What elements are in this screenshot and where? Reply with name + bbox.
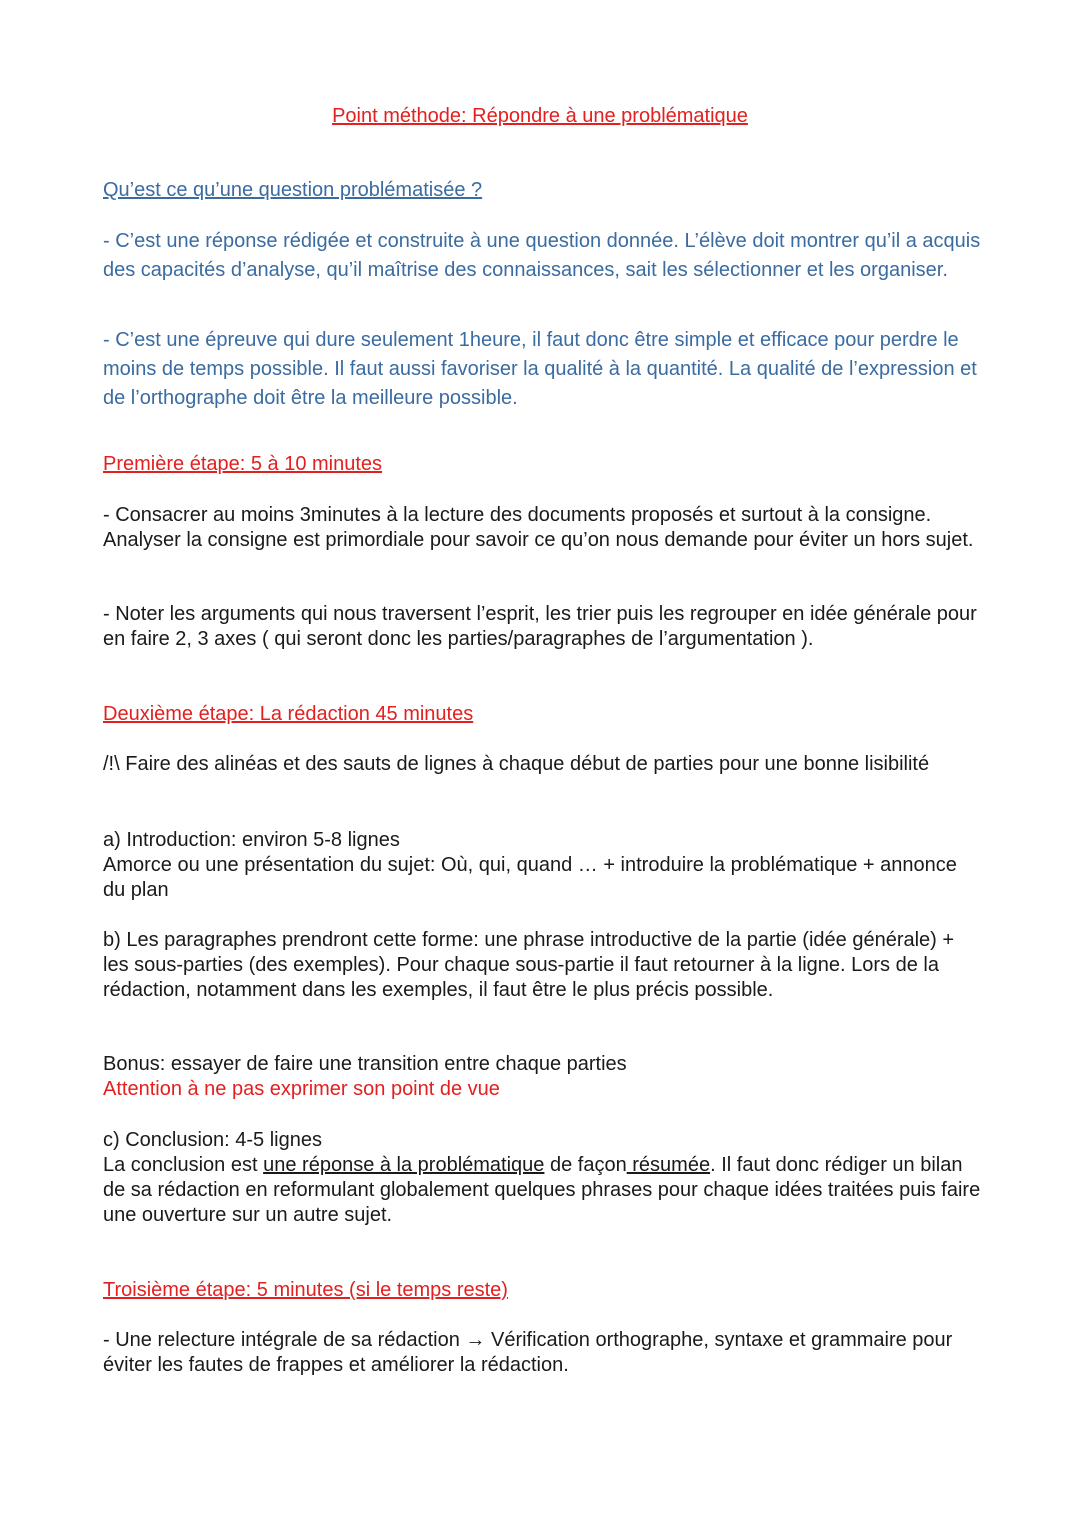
intro-block [103, 828, 983, 903]
step1-reading-paragraph: - Consacrer au moins 3minutes à la lecture des documents proposés et surtout à la consigne. Analyser la consigne est primordiale pour savoir ce qu’on nous demande pour éviter un hors sujet. [103, 504, 974, 551]
conclusion-text [103, 1153, 983, 1228]
step1-heading: Première étape: 5 à 10 minutes [103, 453, 383, 475]
attention-text: Attention à ne pas exprimer son point de vue [103, 1078, 500, 1100]
page-title: Point méthode: Répondre à une problématique [332, 105, 748, 127]
conclusion-underline-answer: une réponse à la problématique [263, 1154, 545, 1176]
step3-proofreading-paragraph: - Une relecture intégrale de sa rédaction → Vérification orthographe, syntaxe et grammaire pour éviter les fautes de frappes et améliorer la rédaction. [103, 1329, 953, 1376]
conclusion-text-part2: de façon [544, 1154, 627, 1176]
section-heading-question: Qu’est ce qu’une question problématisée ? [103, 179, 483, 201]
paragraphs-instructions: b) Les paragraphes prendront cette forme: une phrase introductive de la partie (idée générale) + les sous-parties (des exemples). Pour chaque sous-partie il faut retourner à la ligne. Lors de la rédaction, notamment dans les exemples, il faut être le plus précis possible. [103, 929, 955, 1001]
conclusion-text-part3: . Il faut donc rédiger un bilan de sa rédaction en reformulant globalement quelques phrases pour chaque idées traitées puis faire une ouverture sur un autre sujet. [103, 1154, 981, 1226]
bonus-text: Bonus: essayer de faire une transition entre chaque parties [103, 1053, 627, 1075]
bonus-block [103, 1052, 983, 1102]
question-definition-paragraph: - C’est une réponse rédigée et construite à une question donnée. L’élève doit montrer qu’il a acquis des capacités d’analyse, qu’il maîtrise des connaissances, sait les sélectionner et les organiser. [103, 230, 981, 281]
step2-heading: Deuxième étape: La rédaction 45 minutes [103, 703, 474, 725]
intro-text: Amorce ou une présentation du sujet: Où, qui, quand … + introduire la problématique + annonce du plan [103, 854, 957, 901]
conclusion-underline-summary: résumée [626, 1154, 711, 1176]
conclusion-line: c) Conclusion: 4-5 lignes [103, 1129, 322, 1151]
intro-line: a) Introduction: environ 5-8 lignes [103, 829, 400, 851]
step2-warning: /!\ Faire des alinéas et des sauts de lignes à chaque début de parties pour une bonne lisibilité [103, 753, 930, 775]
conclusion-block [103, 1128, 983, 1228]
step1-arguments-paragraph: - Noter les arguments qui nous traversent l’esprit, les trier puis les regrouper en idée générale pour en faire 2, 3 axes ( qui seront donc les parties/paragraphes de l’argumentation ). [103, 603, 977, 650]
question-duration-paragraph: - C’est une épreuve qui dure seulement 1heure, il faut donc être simple et efficace pour perdre le moins de temps possible. Il faut aussi favoriser la qualité à la quantité. La qualité de l’expression et de l’orthographe doit être la meilleure possible. [103, 329, 977, 409]
conclusion-text-part1: La conclusion est [103, 1154, 264, 1176]
step3-heading: Troisième étape: 5 minutes (si le temps reste) [103, 1279, 508, 1301]
